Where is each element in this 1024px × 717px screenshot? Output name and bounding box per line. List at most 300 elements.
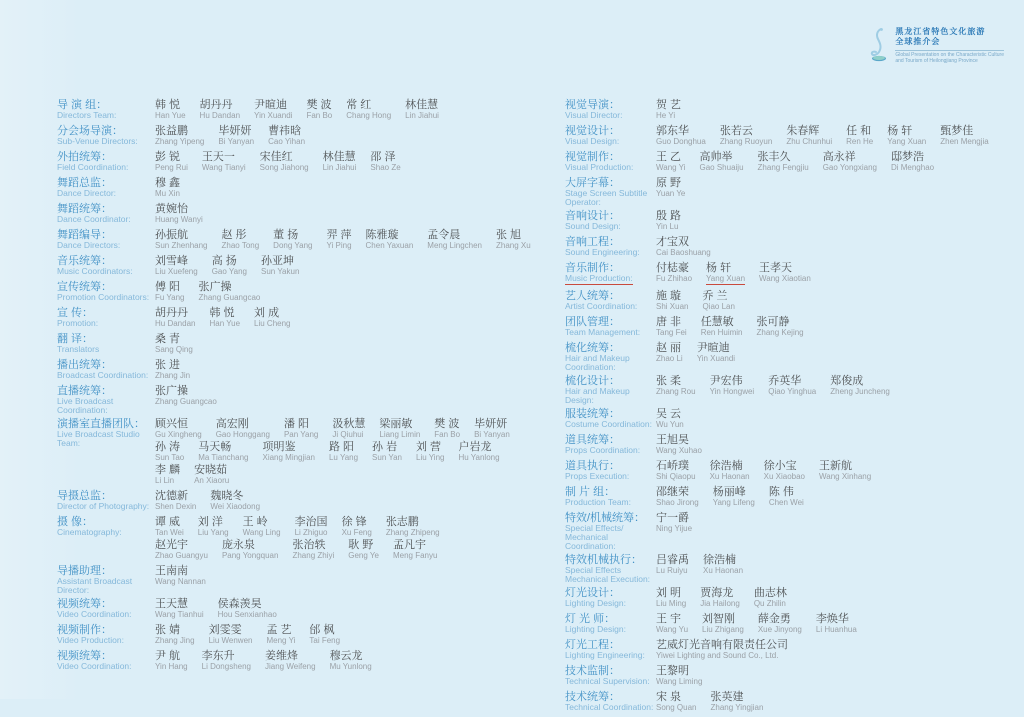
credit-role-en-text: Field Coordination:: [57, 162, 129, 172]
credit-name-pinyin-text: Cao Yihan: [268, 137, 306, 146]
credit-role-en-text: Stage Screen Subtitle Operator:: [565, 188, 648, 207]
credit-names: [155, 333, 527, 356]
credit-role: [565, 316, 656, 337]
credit-name-pinyin: [155, 163, 188, 172]
credit-name-pinyin: [155, 610, 204, 619]
credit-name-pinyin-text: Yiwei Lighting and Sound Co., Ltd.: [656, 651, 779, 660]
credit-name-pinyin: [155, 662, 188, 671]
credit-name-cn: 孙振航: [155, 229, 188, 241]
credit-role-en-text: Team Management:: [565, 327, 641, 337]
credit-name-pinyin: [155, 111, 186, 120]
credit-name-cn: 张志鹏: [385, 516, 419, 528]
credit-name-cn: 王 宇: [656, 613, 682, 625]
credit-name: [295, 516, 328, 537]
credit-name-pinyin: [786, 137, 832, 146]
credit-role-cn: 舞蹈统筹：: [57, 203, 112, 215]
credit-name: [155, 516, 184, 537]
credit-name: [266, 624, 295, 645]
credit-role-en: [565, 248, 656, 257]
credit-name-cn: 郑俊成: [830, 375, 864, 387]
credit-name-pinyin-text: Hu Dandan: [199, 111, 241, 120]
credit-name-pinyin-text: Sang Qing: [155, 345, 193, 354]
credit-name: [786, 125, 832, 146]
credit-name-pinyin-text: Yin Hongwei: [709, 387, 755, 396]
credit-role-cn: 直播统筹：: [57, 385, 112, 397]
credit-name-line: [155, 151, 527, 172]
credit-name: [656, 486, 699, 507]
credit-names: [656, 691, 1005, 714]
credit-name: [332, 418, 365, 439]
credit-name-line: [656, 665, 1005, 686]
credit-name-pinyin: [701, 328, 743, 337]
credit-names: [155, 151, 527, 174]
credit-role-cn: 制 片 组：: [565, 486, 616, 498]
credit-name: [202, 650, 251, 671]
credit-name-pinyin: [155, 189, 180, 198]
credit-role-cn: 道具统筹：: [565, 434, 620, 446]
credit-name-pinyin-text: Gu Xingheng: [155, 430, 202, 439]
credit-row: [565, 342, 1005, 372]
credit-role-cn: 服装统筹：: [565, 408, 620, 420]
credit-name-pinyin-text: Song Quan: [656, 703, 697, 712]
credit-row: [57, 281, 527, 304]
credit-role-en-text: Technical Supervision:: [565, 676, 650, 686]
credit-name-pinyin-text: Qiao Lan: [702, 302, 735, 311]
credit-name-cn: 孟 艺: [266, 624, 292, 636]
credit-name-pinyin-text: Shao Ze: [370, 163, 401, 172]
credit-name: [656, 691, 696, 712]
credit-name-pinyin: [656, 274, 692, 283]
credit-role-cn: 技术统筹：: [565, 691, 620, 703]
credit-name-pinyin-text: Fu Zhihao: [656, 274, 693, 283]
credit-name-pinyin-text: Ren He: [846, 137, 874, 146]
credit-role-en: [565, 163, 656, 172]
credit-name-pinyin: [702, 625, 744, 634]
credit-names: [656, 262, 1005, 287]
credit-name-pinyin-text: Yin Xuandi: [254, 111, 293, 120]
credit-name-pinyin-text: Zhang Yingjian: [710, 703, 764, 712]
credit-name-cn: 赵 彤: [221, 229, 247, 241]
credit-names: [656, 554, 1005, 577]
credit-name: [222, 539, 279, 560]
credit-name-pinyin-text: Jia Hailong: [700, 599, 740, 608]
credit-role-cn: 梳化统筹：: [565, 342, 620, 354]
credit-name-line: [155, 281, 527, 302]
credit-name-pinyin-text: Wang Yi: [656, 163, 686, 172]
credit-role-en: [57, 137, 155, 146]
credit-name-cn: 吕睿禹: [656, 554, 689, 566]
credit-name-pinyin: [199, 293, 261, 302]
credit-name-pinyin-text: Xiang Mingjian: [262, 453, 315, 462]
credit-names: [656, 375, 1005, 398]
credit-name-pinyin-text: Ning Yijue: [656, 524, 693, 533]
credit-name: [243, 516, 281, 537]
credit-role: [57, 307, 155, 328]
credit-name-pinyin-text: Chang Hong: [346, 111, 392, 120]
credit-name-pinyin-text: Tan Wei: [155, 528, 184, 537]
credit-name-cn: 李东升: [201, 650, 235, 662]
credit-name-pinyin: [342, 528, 372, 537]
credit-name-pinyin: [458, 453, 499, 462]
credit-role-en-text: Cinematography:: [57, 527, 122, 537]
credit-name-cn: 张 旭: [496, 229, 522, 241]
credit-name-pinyin: [202, 163, 246, 172]
credit-name-cn: 刘 成: [254, 307, 280, 319]
credit-role-en-text: Lighting Design:: [565, 624, 626, 634]
credit-name-pinyin-text: Mu Yunlong: [329, 662, 372, 671]
credit-name-pinyin-text: Lin Jiahui: [322, 163, 357, 172]
credit-role-en-text: Dance Directors:: [57, 240, 121, 250]
credit-name-pinyin: [155, 397, 217, 406]
credit-name: [816, 613, 857, 634]
credit-name-cn: 尹 航: [155, 650, 181, 662]
credit-name-cn: 汲秋慧: [332, 418, 366, 430]
credits-column-left: [57, 99, 531, 676]
credit-name-cn: 马天畅: [198, 441, 232, 453]
credit-name-pinyin: [155, 636, 195, 645]
credit-role-en: [565, 274, 656, 285]
credit-role: [565, 434, 656, 455]
credit-name-line: [155, 418, 527, 439]
credit-name-pinyin-text: Liu Zhigang: [702, 625, 744, 634]
credit-name: [265, 650, 316, 671]
credit-name-pinyin: [329, 453, 358, 462]
credit-name-pinyin: [846, 137, 873, 146]
credit-name-pinyin-text: Zhang Rou: [656, 387, 696, 396]
credit-name-pinyin: [830, 387, 890, 396]
credit-name: [656, 342, 683, 363]
credit-role-en-text: Promotion Coordinators:: [57, 292, 150, 302]
credit-role-en-text: Live Broadcast Coordination:: [57, 396, 114, 415]
credit-name: [700, 151, 744, 172]
credit-name-line: [155, 385, 527, 406]
credit-name: [292, 539, 334, 560]
credit-name-line: [656, 210, 1005, 231]
credit-name-cn: 陈雅璇: [365, 229, 399, 241]
credit-name-cn: 傅 阳: [155, 281, 181, 293]
credit-names: [155, 255, 527, 278]
credit-name: [218, 598, 277, 619]
credit-name-pinyin-text: Hu Dandan: [155, 319, 196, 328]
credit-row: [565, 151, 1005, 174]
credit-names: [656, 290, 1005, 313]
credit-row: [565, 236, 1005, 259]
credit-name-cn: 刘智刚: [702, 613, 736, 625]
credit-role-cn: 视频统筹：: [57, 650, 112, 662]
credit-name: [155, 418, 202, 439]
credit-name-pinyin-text: Song Jiahong: [259, 163, 309, 172]
credit-name-pinyin: [323, 163, 357, 172]
credit-name-pinyin: [216, 430, 270, 439]
credit-name-pinyin: [155, 293, 185, 302]
credit-role-en-text: Live Broadcast Studio Team:: [57, 429, 140, 448]
credit-name-cn: 常 红: [346, 99, 372, 111]
credit-name-pinyin: [202, 662, 251, 671]
credit-role-en: [57, 293, 155, 302]
credit-names: [155, 385, 527, 408]
credit-row: [57, 624, 527, 647]
credit-role-cn: 演播室直播团队：: [57, 418, 145, 430]
credit-name-cn: 陈 伟: [768, 486, 794, 498]
credit-names: [155, 125, 527, 148]
credit-name-pinyin-text: An Xiaoru: [194, 476, 230, 485]
credit-name-cn: 庞永泉: [221, 539, 255, 551]
credit-name-cn: 徐浩楠: [709, 460, 743, 472]
credit-name-cn: 徐浩楠: [703, 554, 736, 566]
credit-name-cn: 高永祥: [822, 151, 856, 163]
credit-name-pinyin: [254, 111, 292, 120]
credit-name-pinyin: [656, 189, 685, 198]
credit-name-cn: 徐 锋: [341, 516, 367, 528]
credit-name-cn: 刘 明: [656, 587, 682, 599]
credit-names: [155, 99, 527, 122]
credit-row: [57, 333, 527, 356]
event-title-line2: 全球推介会: [895, 37, 941, 46]
credit-name: [262, 441, 314, 462]
credit-name-pinyin-text: Yin Xuandi: [696, 354, 736, 363]
credit-name-cn: 原 野: [656, 177, 682, 189]
event-logo-text: [895, 27, 1004, 64]
credit-name: [260, 151, 309, 172]
credit-name-pinyin: [254, 319, 290, 328]
credit-name-pinyin: [370, 163, 400, 172]
credit-role-cn: 灯 光 师：: [565, 613, 616, 625]
credit-name-cn: 潘 阳: [283, 418, 310, 430]
credit-name-cn: 魏晓冬: [210, 490, 244, 502]
credit-names: [155, 565, 527, 588]
credit-name-cn: 穆云龙: [329, 650, 363, 662]
credit-name-pinyin: [309, 636, 340, 645]
credit-role: [565, 99, 656, 120]
credit-name-line: [155, 565, 527, 586]
credit-role-cn: 灯光设计：: [565, 587, 620, 599]
credit-role-en: [565, 222, 656, 231]
credit-names: [155, 598, 527, 621]
crane-icon: [868, 27, 890, 68]
credit-names: [656, 236, 1005, 259]
credit-name-cn: 张可静: [756, 316, 790, 328]
credit-role: [565, 613, 656, 634]
credit-name-pinyin-text: Qiao Yinghua: [768, 387, 817, 396]
credit-name: [155, 177, 180, 198]
credit-name: [348, 539, 379, 560]
credit-name-pinyin: [720, 137, 772, 146]
credit-role-en: [565, 498, 656, 507]
credit-name: [700, 587, 740, 608]
credit-name: [434, 418, 460, 439]
credit-name-pinyin: [218, 137, 254, 146]
credit-names: [656, 125, 1005, 148]
credit-name: [366, 229, 414, 250]
credit-name: [155, 359, 190, 380]
credit-name: [764, 460, 805, 481]
credit-name-cn: 任 和: [846, 125, 872, 137]
credit-role-en: [57, 636, 155, 645]
credit-name-pinyin-text: Hou Senxianhao: [217, 610, 277, 619]
credit-name-pinyin-text: Yin Hang: [155, 662, 188, 671]
credit-names: [656, 587, 1005, 610]
credit-role: [565, 290, 656, 311]
credit-role-cn: 分会场导演：: [57, 125, 123, 137]
credit-name-cn: 孟令晨: [427, 229, 461, 241]
credit-row: [565, 665, 1005, 688]
credit-name-pinyin: [386, 528, 440, 537]
credit-name-cn: 乔 兰: [702, 290, 728, 302]
credit-name-cn: 杨 轩: [706, 262, 732, 274]
credit-name: [427, 229, 482, 250]
credit-role: [565, 342, 656, 372]
credit-role-en: [565, 189, 656, 207]
credit-role-en-text: Props Execution:: [565, 471, 630, 481]
credit-name-cn: 张 进: [155, 359, 181, 371]
credit-name: [758, 151, 809, 172]
credit-name-cn: 尹暄迪: [254, 99, 288, 111]
credit-name-pinyin-text: Sun Zhenhang: [155, 241, 208, 250]
credit-name-cn: 项明鉴: [262, 441, 296, 453]
credit-role-cn: 外拍统筹：: [57, 151, 112, 163]
credit-name: [155, 539, 208, 560]
credit-role-cn: 导 演 组：: [57, 99, 108, 111]
credit-name-cn: 邵继荣: [656, 486, 689, 498]
credit-name: [758, 613, 802, 634]
credit-name-pinyin: [940, 137, 988, 146]
credit-name-cn: 施 璇: [656, 290, 682, 302]
credit-names: [656, 99, 1005, 122]
credit-names: [656, 460, 1005, 483]
credit-name-pinyin: [405, 111, 439, 120]
credit-name-pinyin: [326, 241, 351, 250]
credit-name: [370, 151, 400, 172]
credit-name-pinyin: [656, 248, 711, 257]
credit-name-pinyin: [260, 163, 309, 172]
credit-name-pinyin: [656, 625, 688, 634]
credit-name-cn: 孙亚坤: [261, 255, 294, 267]
credit-name-pinyin-text: Wu Yun: [656, 420, 684, 429]
credit-name: [823, 151, 877, 172]
credit-role-en-text: Sub-Venue Directors:: [57, 136, 138, 146]
credit-name-cn: 孙 岩: [372, 441, 398, 453]
credit-names: [656, 408, 1005, 431]
credit-name-pinyin: [209, 319, 240, 328]
credit-row: [57, 490, 527, 513]
credit-name-cn: 王旭昊: [656, 434, 689, 446]
credit-name-pinyin-text: Zhao Guangyu: [155, 551, 208, 560]
credit-name: [940, 125, 988, 146]
credit-name-line: [656, 486, 1005, 507]
credit-name-pinyin: [656, 498, 699, 507]
credit-name-pinyin: [379, 430, 420, 439]
credit-name-cn: 王孝天: [759, 262, 793, 274]
credit-name-pinyin-text: Yang Lifeng: [712, 498, 755, 507]
credit-name-pinyin: [222, 241, 260, 250]
credit-name-pinyin-text: Shi Qiaopu: [656, 472, 696, 481]
credit-role-cn: 大屏字幕：: [565, 177, 620, 189]
credit-name-line: [155, 99, 527, 120]
credit-name: [656, 554, 689, 575]
credit-role-en: [57, 528, 155, 537]
credit-name-cn: 高帅举: [699, 151, 733, 163]
credit-name-line: [155, 624, 527, 645]
credit-name-cn: 贺 艺: [656, 99, 682, 111]
credit-name-pinyin: [769, 498, 804, 507]
credit-name-cn: 刘 洋: [197, 516, 223, 528]
credit-row: [57, 229, 531, 252]
credit-name-pinyin: [700, 163, 744, 172]
credit-name-pinyin: [434, 430, 460, 439]
credit-name-pinyin: [200, 111, 240, 120]
credit-name: [254, 99, 292, 120]
credit-name: [656, 375, 696, 396]
credit-name-cn: 宋佳红: [259, 151, 293, 163]
credit-role-cn: 艺人统筹：: [565, 290, 620, 302]
credit-names: [155, 281, 527, 304]
credit-name-cn: 贾海龙: [700, 587, 734, 599]
credit-name-cn: 韩 悦: [209, 307, 235, 319]
credit-role-en: [565, 625, 656, 634]
credit-role-en-text: Music Coordinators:: [57, 266, 133, 276]
credit-name-pinyin: [759, 274, 811, 283]
credit-name-pinyin: [155, 215, 203, 224]
credit-name-pinyin-text: Tai Feng: [309, 636, 341, 645]
credit-name: [768, 375, 816, 396]
credit-name: [697, 342, 735, 363]
credit-name-pinyin-text: Pang Yongquan: [221, 551, 279, 560]
credit-name-cn: 梁丽敏: [379, 418, 413, 430]
credit-role: [565, 639, 656, 660]
credit-name: [393, 539, 437, 560]
credit-role: [565, 554, 656, 584]
credit-role-en-text: Dance Director:: [57, 188, 117, 198]
credit-name-cn: 桑 青: [155, 333, 181, 345]
credit-name: [155, 650, 188, 671]
credit-name-pinyin-text: Liu Ying: [416, 453, 445, 462]
credit-name: [474, 418, 510, 439]
credit-name-cn: 郭东华: [656, 125, 689, 137]
credit-name-cn: 邸梦浩: [890, 151, 924, 163]
credit-role: [57, 565, 155, 595]
credit-name: [713, 486, 755, 507]
credit-name-pinyin: [656, 387, 696, 396]
credit-name-pinyin-text: Chen Wei: [768, 498, 804, 507]
credit-name-line: [155, 125, 527, 146]
credit-name-cn: 姜维烽: [265, 650, 298, 662]
credit-name-cn: 宋 泉: [656, 691, 682, 703]
credit-role-en-text: Special Effects/: [565, 523, 624, 533]
credit-role-cn: 视觉制作：: [565, 151, 620, 163]
credit-name-pinyin-text: Jiang Weifeng: [265, 662, 316, 671]
credit-name-pinyin-text: Zhang Guangcao: [198, 293, 261, 302]
credit-role-en-line2: Mechanical Coordination:: [565, 532, 616, 551]
credit-name: [218, 125, 254, 146]
credit-names: [155, 418, 527, 487]
credit-name-cn: 薛金勇: [757, 613, 791, 625]
credit-row: [57, 125, 527, 148]
credit-name-pinyin-text: Bi Yanyan: [218, 137, 255, 146]
credit-row: [565, 434, 1005, 457]
credit-name-pinyin: [656, 302, 688, 311]
credit-names: [155, 203, 527, 226]
credit-names: [656, 342, 1005, 365]
credit-name-pinyin-text: Zhang Fengjiu: [757, 163, 809, 172]
credit-name: [656, 210, 681, 231]
credit-role-cn: 导摄总监：: [57, 490, 112, 502]
credit-name-pinyin-text: Wang Ling: [242, 528, 281, 537]
credit-names: [155, 229, 531, 252]
credit-name-pinyin: [764, 472, 805, 481]
credit-name-cn: 路 阳: [328, 441, 355, 453]
credit-name-pinyin: [700, 599, 740, 608]
credit-name-line: [155, 177, 527, 198]
